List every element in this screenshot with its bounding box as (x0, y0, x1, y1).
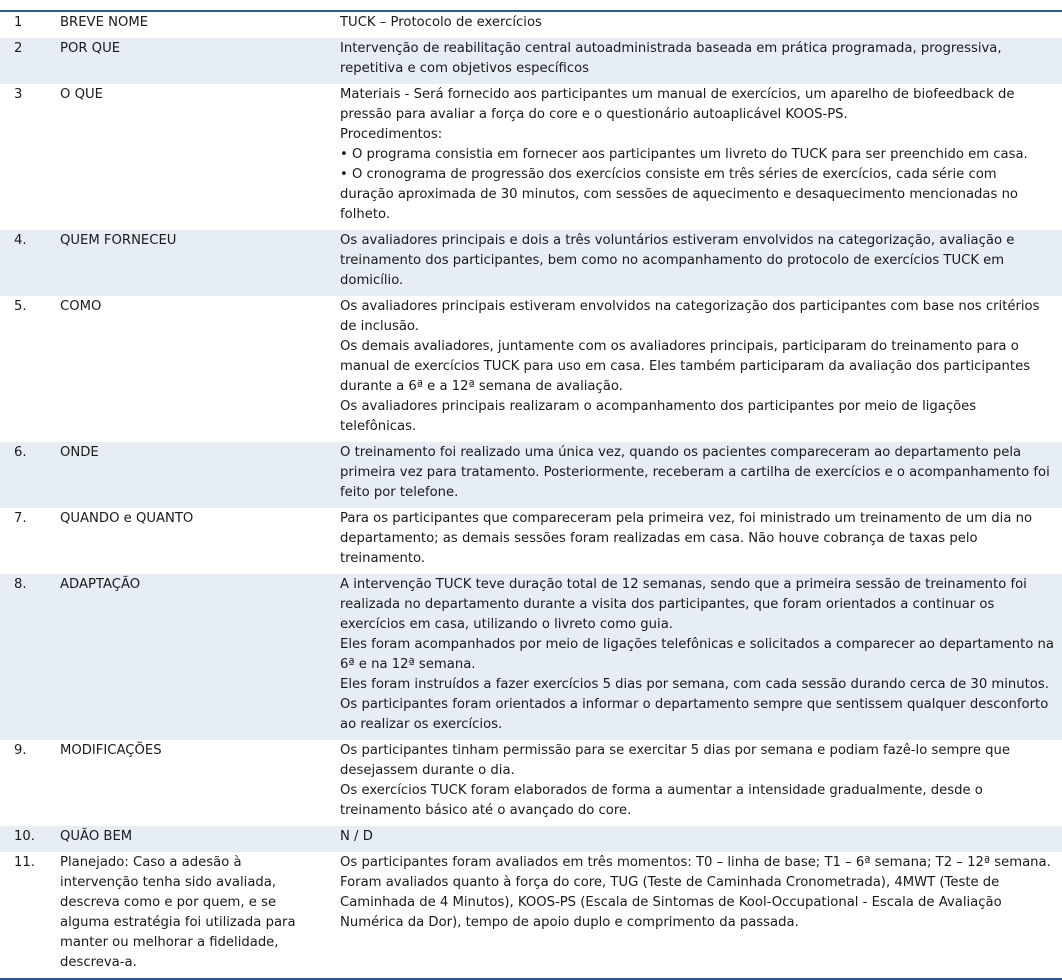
item-number: 8. (0, 574, 56, 740)
table-row (0, 508, 1062, 574)
item-number: 7. (14, 511, 27, 526)
description-line: Eles foram acompanhados por meio de ligações telefônicas e solicitados a comparecer ao departamento na 6ª e na 12ª semana. (340, 637, 1054, 672)
description-line: Os participantes foram avaliados em três momentos: T0 – linha de base; T1 – 6ª semana; T2 – 12ª semana. (340, 855, 1051, 870)
item-number: 10. (0, 826, 56, 852)
description-line: • O cronograma de progressão dos exercícios consiste em três séries de exercícios, cada série com duração aproximada de 30 minutos, com sessões de aquecimento e desaquecimento mencionadas no folheto. (340, 167, 1018, 222)
item-description (334, 574, 1062, 740)
description-line: Os exercícios TUCK foram elaborados de forma a aumentar a intensidade gradualmente, desde o treinamento básico até o avançado do core. (340, 783, 983, 818)
item-number: 1 (14, 15, 23, 30)
table-row (0, 826, 1062, 852)
description-line: Procedimentos: (340, 127, 443, 142)
description-line: A intervenção TUCK teve duração total de 12 semanas, sendo que a primeira sessão de treinamento foi realizada no departamento durante a visita dos participantes, que foram orientados a continuar os exercícios em casa, utilizando o livreto como guia. (340, 577, 1027, 632)
item-label: MODIFICAÇÕES (60, 743, 162, 758)
item-label: QUEM FORNECEU (56, 230, 334, 296)
item-description (334, 12, 1062, 38)
table-row (0, 852, 1062, 978)
item-description (334, 84, 1062, 230)
table-row (0, 230, 1062, 296)
description-line: Os avaliadores principais realizaram o acompanhamento dos participantes por meio de ligações telefônicas. (340, 399, 977, 434)
description-line: Eles foram instruídos a fazer exercícios 5 dias por semana, com cada sessão durando cerca de 30 minutos. (340, 677, 1049, 692)
item-label: POR QUE (56, 38, 334, 84)
table-row (0, 740, 1062, 826)
description-line: Para os participantes que compareceram pela primeira vez, foi ministrado um treinamento de um dia no departamento; as demais sessões foram realizadas em casa. Não houve cobrança de taxas pelo treinamento. (340, 511, 1033, 566)
table-row (0, 574, 1062, 740)
item-label: ONDE (56, 442, 334, 508)
description-line: Materiais - Será fornecido aos participantes um manual de exercícios, um aparelho de biofeedback de pressão para avaliar a força do core e o questionário autoaplicável KOOS-PS. (340, 87, 1015, 122)
table-row (0, 442, 1062, 508)
item-description (334, 826, 1062, 852)
item-description (334, 442, 1062, 508)
description-line: N / D (340, 829, 373, 844)
table-row (0, 38, 1062, 84)
item-number: 5. (14, 299, 27, 314)
item-label: COMO (60, 299, 102, 314)
item-label: O QUE (60, 87, 103, 102)
description-line: Foram avaliados quanto à força do core, TUG (Teste de Caminhada Cronometrada), 4MWT (Teste de Caminhada de 4 Minutos), KOOS-PS (Escala de Sintomas de Kool-Occupational - Escala de Avaliação Numérica da Dor), tempo de apoio duplo e comprimento da passada. (340, 875, 1002, 930)
item-label: BREVE NOME (60, 15, 149, 30)
item-label: Planejado: Caso a adesão à intervenção tenha sido avaliada, descreva como e por quem, e se alguma estratégia foi utilizada para manter ou melhorar a fidelidade, descreva-a. (60, 855, 296, 970)
description-line: O treinamento foi realizado uma única vez, quando os pacientes compareceram ao departamento pela primeira vez para tratamento. Posteriormente, receberam a cartilha de exercícios e o acompanhamento foi feito por telefone. (340, 445, 1050, 500)
item-description (334, 740, 1062, 826)
description-line: Os avaliadores principais estiveram envolvidos na categorização dos participantes com base nos critérios de inclusão. (340, 299, 1040, 334)
item-number: 3 (14, 87, 23, 102)
tidier-checklist-table (0, 10, 1062, 980)
description-line: Os participantes tinham permissão para se exercitar 5 dias por semana e podiam fazê-lo sempre que desejassem durante o dia. (340, 743, 1010, 778)
item-description (334, 296, 1062, 442)
item-number: 4. (0, 230, 56, 296)
item-number: 11. (14, 855, 35, 870)
item-label: ADAPTAÇÃO (56, 574, 334, 740)
table-row (0, 84, 1062, 230)
item-number: 6. (0, 442, 56, 508)
description-line: Os avaliadores principais e dois a três voluntários estiveram envolvidos na categorização, avaliação e treinamento dos participantes, bem como no acompanhamento do protocolo de exercícios TUCK em domicílio. (340, 233, 1015, 288)
item-number: 9. (14, 743, 27, 758)
item-description (334, 38, 1062, 84)
item-description (334, 508, 1062, 574)
item-label: QUÃO BEM (56, 826, 334, 852)
item-description (334, 852, 1062, 978)
description-line: Intervenção de reabilitação central autoadministrada baseada em prática programada, progressiva, repetitiva e com objetivos específicos (340, 41, 1002, 76)
description-line: TUCK – Protocolo de exercícios (340, 15, 542, 30)
description-line: Os demais avaliadores, juntamente com os avaliadores principais, participaram do treinamento para o manual de exercícios TUCK para uso em casa. Eles também participaram da avaliação dos participantes durante a 6ª e a 12ª semana de avaliação. (340, 339, 1031, 394)
description-line: • O programa consistia em fornecer aos participantes um livreto do TUCK para ser preenchido em casa. (340, 147, 1028, 162)
item-number: 2 (0, 38, 56, 84)
description-line: Os participantes foram orientados a informar o departamento sempre que sentissem qualquer desconforto ao realizar os exercícios. (340, 697, 1049, 732)
item-description (334, 230, 1062, 296)
item-label: QUANDO e QUANTO (60, 511, 194, 526)
table-row (0, 12, 1062, 38)
table-row (0, 296, 1062, 442)
checklist-table (0, 12, 1062, 978)
